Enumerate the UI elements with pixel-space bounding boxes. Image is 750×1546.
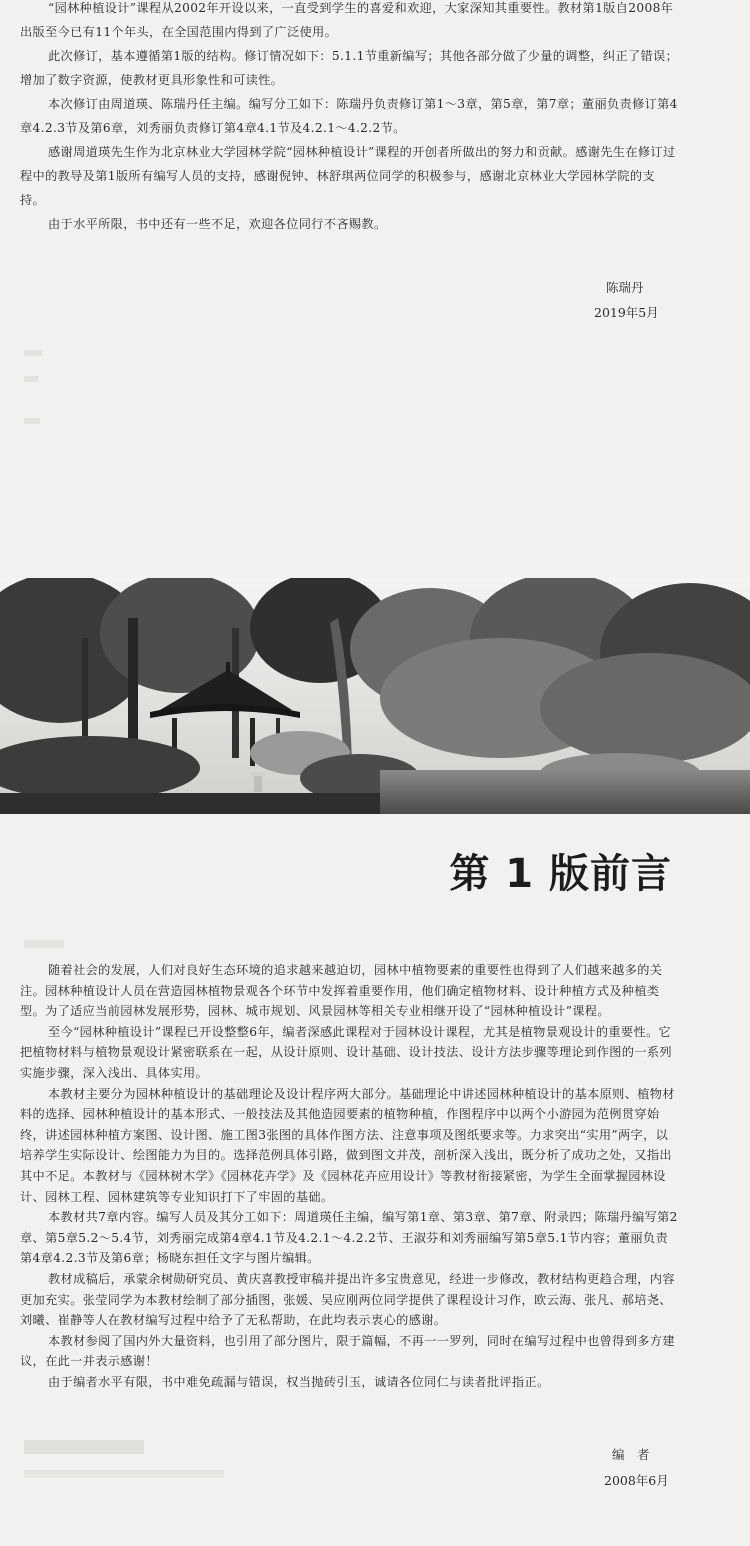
revised-preface-paragraph-2: 此次修订，基本遵循第1版的结构。修订情况如下：5.1.1节重新编写；其他各部分做了少量的调整，纠正了错误；增加了数字资源，使教材更具形象性和可读性。 (20, 49, 679, 87)
first-edition-date: 2008年6月 (604, 1473, 669, 1488)
first-edition-paragraph-5: 教材成稿后，承蒙余树勋研究员、黄庆喜教授审稿并提出许多宝贵意见，经进一步修改，教材结构更趋合理，内容更加充实。张莹同学为本教材绘制了部分插图，张媛、吴应刚两位同学提供了课程设计习作，欧云海、张凡、郝培尧、刘曦、崔静等人在教材编写过程中给予了无私帮助，在此均表示衷心的感谢。 (20, 1271, 675, 1328)
first-edition-paragraph-3: 本教材主要分为园林种植设计的基础理论及设计程序两大部分。基础理论中讲述园林种植设计的基本原则、植物材料的选择、园林种植设计的基本形式、一般技法及其他造园要素的植物种植，作图程序中以两个小游园为范例贯穿始终，讲述园林种植方案图、设计图、施工图3张图的具体作图方法、注意事项及图纸要求等。力求突出“实用”两字，以培养学生实际设计、绘图能力为目的。选择范例具体引路，做到图文并茂，剖析深入浅出，既分析了成功之处，又指出其中不足。本教材与《园林树木学》《园林花卉学》及《园林花卉应用设计》等教材衔接紧密，为学生全面掌握园林设计、园林工程、园林建筑等专业知识打下了牢固的基础。 (20, 1086, 675, 1204)
first-edition-paragraph-1: 随着社会的发展，人们对良好生态环境的追求越来越迫切，园林中植物要素的重要性也得到了人们越来越多的关注。园林种植设计人员在营造园林植物景观各个环节中发挥着重要作用，他们确定植物材料、设计种植方式及种植类型。为了适应当前园林发展形势，园林、城市规划、风景园林等相关专业相继开设了“园林种植设计”课程。 (20, 963, 663, 1019)
first-edition-paragraph-4: 本教材共7章内容。编写人员及其分工如下：周道瑛任主编，编写第1章、第3章、第7章、附录四；陈瑞丹编写第2章、第5章5.2～5.4节，刘秀丽完成第4章4.1节及4.2.1～4.2.2节、王淑芬和刘秀丽编写第5章5.1节内容；董丽负责第4章4.2.3节及第6章；杨晓东担任文字与图片编辑。 (20, 1210, 678, 1266)
revised-preface-body (20, 0, 680, 236)
bleed-through-mark (24, 376, 38, 382)
first-edition-paragraph-6: 本教材参阅了国内外大量资料，也引用了部分图片，限于篇幅，不再一一罗列，同时在编写过程中也曾得到多方建议，在此一并表示感谢！ (20, 1333, 675, 1369)
revised-preface-date: 2019年5月 (594, 305, 659, 320)
bleed-through-mark (24, 350, 42, 356)
first-edition-paragraph-7: 由于编者水平有限，书中难免疏漏与错误，权当抛砖引玉，诚请各位同仁与读者批评指正。 (48, 1374, 550, 1389)
bleed-through-mark (24, 1440, 144, 1454)
revised-preface-paragraph-3: 本次修订由周道瑛、陈瑞丹任主编。编写分工如下：陈瑞丹负责修订第1～3章，第5章，第7章；董丽负责修订第4章4.2.3节及第6章，刘秀丽负责修订第4章4.1节及4.2.1～4.2.2节。 (20, 97, 678, 135)
bleed-through-mark (24, 418, 40, 424)
bleed-through-mark (24, 1470, 224, 1478)
first-edition-paragraph-2: 至今“园林种植设计”课程已开设整整6年，编者深感此课程对于园林设计课程，尤其是植物景观设计的重要性。它把植物材料与植物景观设计紧密联系在一起，从设计原则、设计基础、设计技法、设计方法步骤等理论到作图的一系列实施步骤，深入浅出、具体实用。 (20, 1024, 672, 1080)
first-edition-signature: 编 者 (612, 1447, 650, 1462)
garden-pavilion-photo (0, 578, 750, 814)
revised-preface-paragraph-1: “园林种植设计”课程从2002年开设以来，一直受到学生的喜爱和欢迎，大家深知其重要性。教材第1版自2008年出版至今已有11个年头，在全国范围内得到了广泛使用。 (20, 1, 674, 39)
revised-preface-paragraph-4: 感谢周道瑛先生作为北京林业大学园林学院“园林种植设计”课程的开创者所做出的努力和贡献。感谢先生在修订过程中的教导及第1版所有编写人员的支持，感谢倪钟、林舒琪两位同学的积极参与，感谢北京林业大学园林学院的支持。 (20, 145, 676, 207)
revised-preface-signature: 陈瑞丹 (606, 280, 644, 295)
bleed-through-mark (24, 940, 64, 948)
revised-preface-paragraph-5: 由于水平所限，书中还有一些不足，欢迎各位同行不吝赐教。 (48, 217, 387, 231)
page-title: 第 1 版前言 (449, 851, 672, 897)
first-edition-preface-body (20, 960, 680, 1392)
